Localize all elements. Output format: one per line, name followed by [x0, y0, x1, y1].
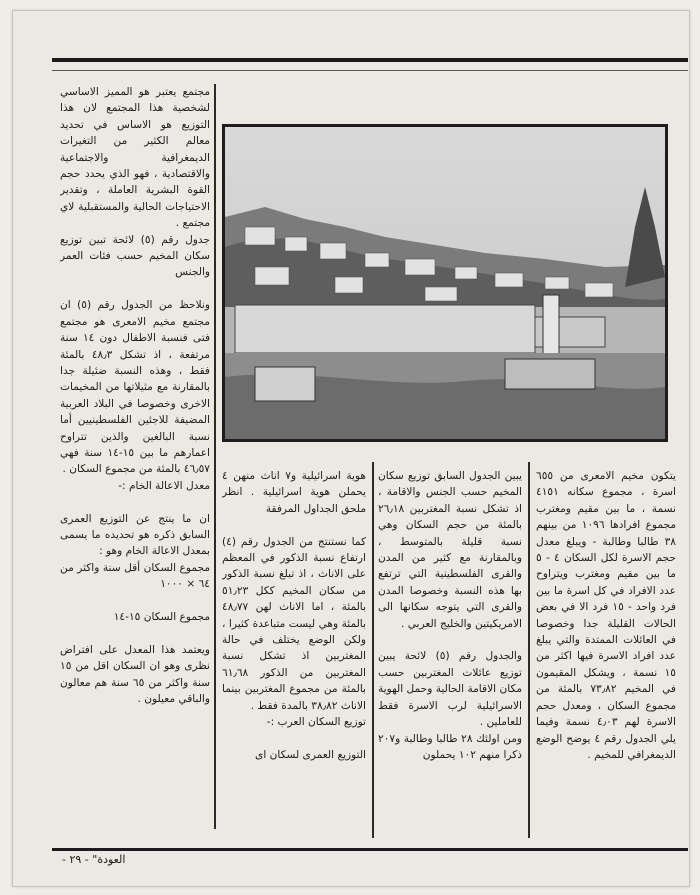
right-column-text: يتكون مخيم الامعرى من ٦٥٥ اسرة ، مجموع سكانه ٤١٥١ نسمة ، ما بين مقيم ومغترب مجموع افرادها ١٠٩٦ من بينهم ٣٨ طالبا وطالبة - ويبلغ معدل حجم الاسرة لكل السكان ٤ - ٥ ما بين مقيم ومغترب ويتراوح عدد الافراد في كل اسرة ما بين فرد واحد - ١٥ فرد الا في بعض الحالات القليلة جدا وخصوصا في العائلات الممتدة والتي يبلغ عدد افراد الاسرة فيها اكثر من ١٥ نسمة ، ويشكل المقيمون في المخيم ٧٣٫٨٢ بالمئة من مجموع السكان ، ومعدل حجم الاسرة لهم ٤٫٠٣ نسمة وفيما يلي الجدول رقم ٤ يوضح الوضع الديمغرافي للمخيم . — [536, 470, 676, 761]
top-rule-thick — [52, 58, 688, 62]
bleed-through-text — [226, 80, 666, 120]
middle-column-text: هوية اسرائيلية و٧ اناث منهن ٤ يحملن هوية اسرائيلية . انظر ملحق الجداول المرفقة كما نستنتج من الجدول رقم (٤) ارتفاع نسبة الذكور في المعظم على الاناث ، اذ تبلغ نسبة الذكور من سكان المخيم ككل ٥١٫٢٣ بالمئة ، اما الاناث لهن ٤٨٫٧٧ بالمئة وهي ليست متباعدة كثيرا ، ولكن الوضع يختلف في حالة المغتربين اذ تشكل نسبة المغتربين من الذكور ٦١٫٦٨ بالمئة من مجموع المغتربين بينما الاناث ٣٨٫٨٢ بالمدة فقط . توزيع السكان العرب :- التوزيع العمرى لسكان اى — [222, 470, 366, 761]
column-divider-left — [214, 84, 216, 829]
page-footer: العودة" - ٢٩ - — [62, 853, 126, 866]
right-middle-column-text: يبين الجدول السابق توزيع سكان المخيم حسب الجنس والاقامة ، اذ تشكل نسبة المغتربين ٢٦٫١٨ بالمئة من حجم السكان وهي نسبة قليلة بالمتوسط ، وبالمقارنة مع كثير من المدن والقرى الفلسطينية التي ترتفع بها هذه النسبة وخصوصا المدن والقرى التي يتوجه سكانها الى الامريكيتين والخليج العربي . والجدول رقم (٥) لائحة يبين توزيع عائلات المغتربين حسب مكان الاقامة الحالية وحمل الهوية الاسرائيلية لرب الاسرة فقط للعاملين . ومن اولئك ٢٨ طالبا وطالبة و٢٠٧ ذكرا منهم ١٠٢ يحملون — [378, 470, 522, 761]
top-rule-thin — [52, 70, 688, 71]
left-column-text: مجتمع يعتبر هو المميز الاساسي لشخصية هذا المجتمع لان هذا التوزيع هو الاساس في تحديد معالم الكثير من التغيرات الديمغرافية والاجتماعية والاقتصادية ، فهو الذي يحدد حجم القوة البشرية العاملة ، وتقدير الاحتياجات الحالية والمستقبلية لاي مجتمع . جدول رقم (٥) لائحة تبين توزيع سكان المخيم حسب فئات العمر والجنس ونلاحظ من الجدول رقم (٥) ان مجتمع مخيم الامعرى هو مجتمع فتى فنسبة الاطفال دون ١٤ سنة مرتفعة ، اذ تشكل ٤٨٫٣ بالمئة فقط ، وهذه النسبة ضئيلة جدا بالمقارنة مع مثيلاتها من المخيمات الاخرى وخصوصا في البلاد العربية المضيفة للاجئين الفلسطينيين أما نسبة البالغين والذين تتراوح اعمارهم ما بين ١٥-١٤ سنة فهي ٤٦٫٥٧ بالمئة من مجموع السكان . معدل الاعالة الخام :- ان ما ينتج عن التوزيع العمرى السابق ذكره هو تحديده ما يسمى بمعدل الاعالة الخام وهو : مجموع السكان أقل سنة واكثر من ٦٤ × ١٠٠٠ مجموع السكان ١٥-١٤ ويعتمد هذا المعدل على افتراض نظرى وهو ان السكان اقل من ١٥ سنة واكثر من ٦٥ سنة هم معالون والباقي معيلون . — [60, 86, 210, 706]
bottom-rule — [52, 848, 688, 851]
column-divider-right — [528, 462, 530, 838]
column-divider-middle — [372, 462, 374, 838]
camp-photograph — [222, 124, 668, 442]
